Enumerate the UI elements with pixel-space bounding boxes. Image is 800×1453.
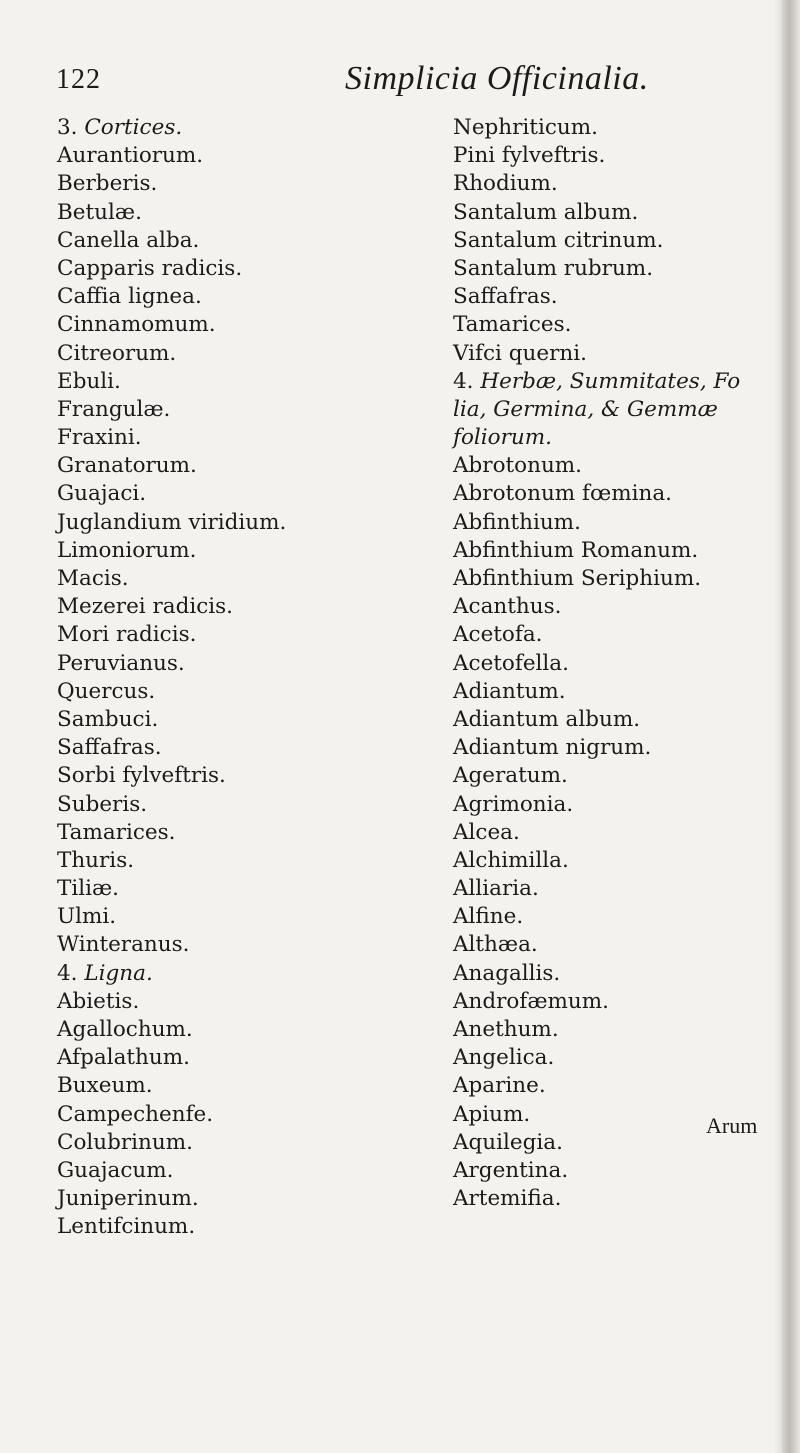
- list-item: Saffafras.: [57, 735, 162, 761]
- list-item: Angelica.: [453, 1045, 555, 1071]
- list-item: Guajaci.: [57, 481, 147, 507]
- list-item: Sambuci.: [57, 706, 159, 732]
- list-item: Anagallis.: [453, 960, 561, 986]
- page-number: 122: [56, 64, 101, 95]
- list-item: Saffafras.: [453, 284, 558, 310]
- list-item: Acetofella.: [453, 650, 569, 676]
- list-item: Anethum.: [453, 1017, 559, 1042]
- binding-shadow: [774, 0, 782, 1453]
- list-item: Ulmi.: [57, 904, 117, 930]
- list-item: Colubrinum.: [57, 1129, 193, 1155]
- list-item: Campechenfe.: [57, 1101, 214, 1127]
- list-item: Agrimonia.: [453, 791, 574, 817]
- list-item: Tamarices.: [57, 819, 176, 845]
- section-heading: [57, 114, 407, 142]
- list-item: Peruvianus.: [57, 650, 185, 676]
- list-item: Betulæ.: [57, 199, 142, 225]
- section-label: Ligna.: [84, 960, 153, 986]
- list-item: Thuris.: [57, 847, 135, 873]
- list-item: Alcea.: [453, 819, 520, 845]
- list-item: Ebuli.: [57, 368, 121, 394]
- list-item: Tiliæ.: [57, 876, 120, 902]
- list-item: Limoniorum.: [57, 537, 197, 563]
- list-item: Citreorum.: [57, 340, 177, 366]
- list-item: Abfinthium Romanum.: [453, 537, 699, 563]
- list-item: Granatorum.: [57, 453, 197, 479]
- section-heading: [57, 960, 407, 988]
- list-item: Afpalathum.: [57, 1045, 190, 1071]
- list-item: Vifci querni.: [453, 340, 587, 366]
- list-item: Mori radicis.: [57, 622, 197, 648]
- list-item: Fraxini.: [57, 425, 142, 451]
- list-item: Frangulæ.: [57, 396, 171, 422]
- list-item: Abietis.: [57, 988, 140, 1014]
- list-item: Ageratum.: [453, 763, 568, 789]
- list-item: Acanthus.: [453, 594, 562, 620]
- section-number: 4.: [453, 368, 481, 394]
- list-item: Sorbi fylveftris.: [57, 763, 226, 789]
- list-item: Cinnamomum.: [57, 312, 216, 338]
- catchword: Arum: [706, 1113, 758, 1138]
- list-item: Abrotonum.: [453, 453, 583, 479]
- section-label: Cortices.: [84, 115, 183, 140]
- list-item: Agallochum.: [57, 1017, 193, 1042]
- list-item: Lentifcinum.: [57, 1214, 196, 1240]
- section-number: 4.: [57, 960, 85, 986]
- list-item: Rhodium.: [453, 171, 558, 197]
- list-item: Abfinthium Seriphium.: [453, 566, 702, 591]
- list-item: Santalum rubrum.: [453, 255, 654, 281]
- list-item: Artemifia.: [453, 1186, 562, 1212]
- list-item: Alfine.: [453, 904, 524, 930]
- list-item: Abfinthium.: [453, 509, 581, 535]
- list-item: Mezerei radicis.: [57, 594, 234, 620]
- list-item: Caffia lignea.: [57, 284, 202, 310]
- right-column: [453, 114, 783, 1213]
- list-item: Aurantiorum.: [57, 143, 204, 169]
- list-item: Winteranus.: [57, 932, 190, 958]
- list-item: Guajacum.: [57, 1157, 174, 1183]
- list-item: Androfæmum.: [453, 988, 609, 1014]
- list-item: Acetofa.: [453, 622, 543, 648]
- list-item: Aparine.: [453, 1073, 546, 1099]
- running-head: Simplicia Officinalia.: [345, 60, 649, 97]
- list-item: Nephriticum.: [453, 115, 598, 140]
- list-item: Juglandium viridium.: [57, 509, 287, 535]
- heading-continuation: foliorum.: [453, 425, 552, 451]
- list-item: Berberis.: [57, 171, 158, 197]
- section-number: 3.: [57, 115, 85, 140]
- list-item: Macis.: [57, 566, 129, 591]
- list-item: Argentina.: [453, 1157, 569, 1183]
- list-item: Santalum album.: [453, 199, 639, 225]
- list-item: Buxeum.: [57, 1073, 153, 1099]
- binding-edge: [782, 0, 800, 1453]
- list-item: Alliaria.: [453, 876, 539, 902]
- left-column: [57, 114, 407, 1242]
- list-item: Apium.: [453, 1101, 531, 1127]
- page-header: [0, 56, 800, 106]
- list-item: Alchimilla.: [453, 847, 569, 873]
- list-item: Juniperinum.: [57, 1186, 199, 1212]
- list-item: Adiantum album.: [453, 706, 641, 732]
- list-item: Tamarices.: [453, 312, 572, 338]
- heading-continuation: lia, Germina, & Gemmæ: [453, 396, 718, 422]
- list-item: Capparis radicis.: [57, 255, 243, 281]
- list-item: Aquilegia.: [453, 1129, 563, 1155]
- section-label: Herbæ, Summitates, Fo: [480, 368, 741, 394]
- list-item: Abrotonum fœmina.: [453, 481, 672, 507]
- list-item: Adiantum nigrum.: [453, 735, 652, 761]
- list-item: Adiantum.: [453, 678, 566, 704]
- list-item: Quercus.: [57, 678, 156, 704]
- list-item: Santalum citrinum.: [453, 227, 664, 253]
- list-item: Suberis.: [57, 791, 148, 817]
- section-heading: [453, 368, 783, 396]
- list-item: Canella alba.: [57, 227, 200, 253]
- list-item: Althæa.: [453, 932, 538, 958]
- list-item: Pini fylveftris.: [453, 143, 606, 169]
